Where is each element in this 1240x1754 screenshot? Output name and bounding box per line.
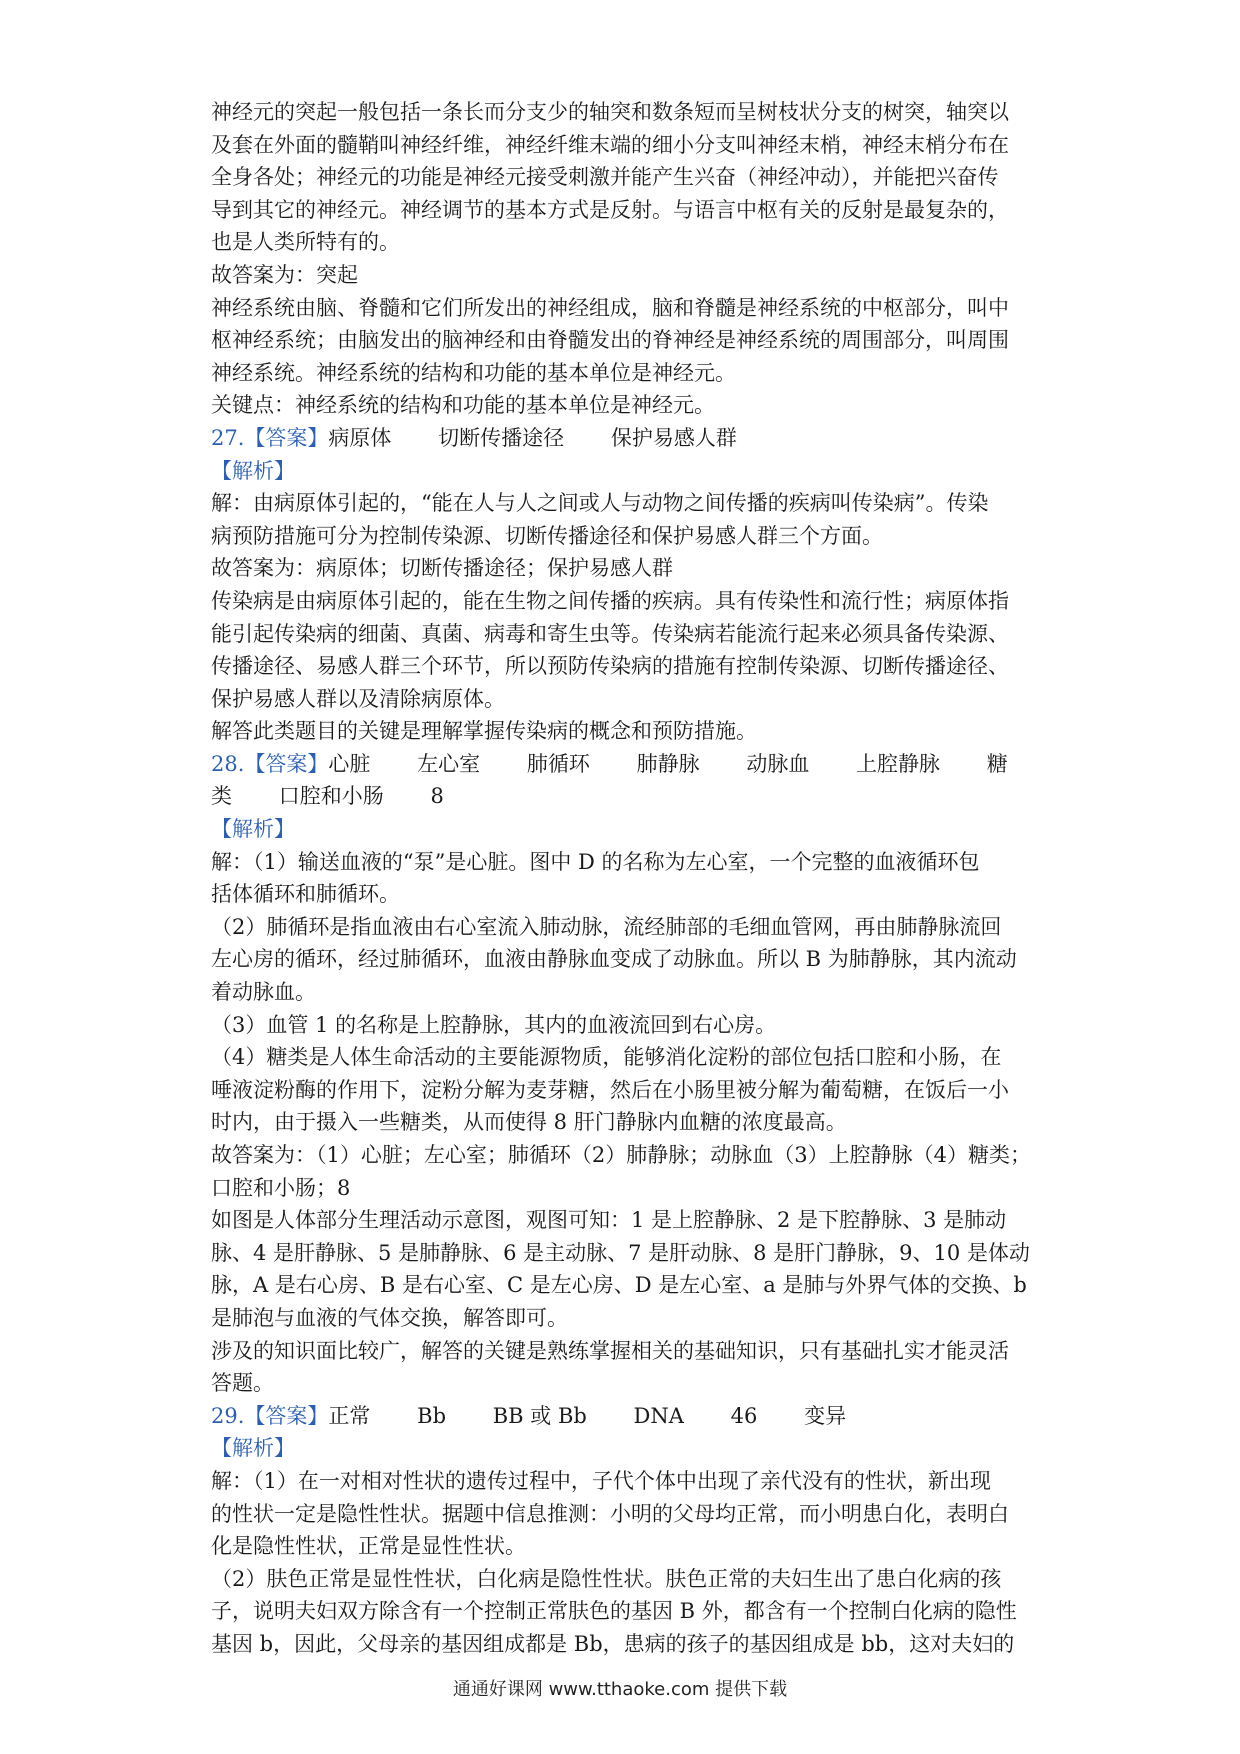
text-line: 关键点：神经系统的结构和功能的基本单位是神经元。 <box>211 393 715 418</box>
text-line: （3）血管 1 的名称是上腔静脉，其内的血液流回到右心房。 <box>211 1012 777 1037</box>
text-line: 化是隐性性状，正常是显性性状。 <box>211 1534 526 1559</box>
analysis-heading <box>211 813 1041 846</box>
text-line: 保护易感人群以及清除病原体。 <box>211 686 505 711</box>
page-footer: 通通好课网 www.tthaoke.com 提供下载 <box>452 1679 788 1700</box>
answer-tag: 【答案】 <box>244 425 329 450</box>
text-line: 时内，由于摄入一些糖类，从而使得 8 肝门静脉内血糖的浓度最高。 <box>211 1110 847 1135</box>
text-line: 口腔和小肠；8 <box>211 1175 351 1200</box>
text-line: 病预防措施可分为控制传染源、切断传播途径和保护易感人群三个方面。 <box>211 523 883 548</box>
text-line: 神经系统由脑、脊髓和它们所发出的神经组成，脑和脊髓是神经系统的中枢部分，叫中 <box>211 295 1009 320</box>
text-line: 全身各处；神经元的功能是神经元接受刺激并能产生兴奋（神经冲动），并能把兴奋传 <box>211 165 999 190</box>
text-line: 是肺泡与血液的气体交换，解答即可。 <box>211 1305 568 1330</box>
text-line: 着动脉血。 <box>211 980 316 1005</box>
text-line: 脉，A 是右心房、B 是右心室、C 是左心房、D 是左心室、a 是肺与外界气体的交换、b <box>211 1273 1027 1298</box>
answer-tag: 【答案】 <box>244 751 329 776</box>
text-line: 答题。 <box>211 1371 274 1396</box>
text-line: 故答案为：病原体；切断传播途径；保护易感人群 <box>211 556 673 581</box>
text-line: 子，说明夫妇双方除含有一个控制正常肤色的基因 B 外，都含有一个控制白化病的隐性 <box>211 1599 1017 1624</box>
text-line: （2）肺循环是指血液由右心室流入肺动脉，流经肺部的毛细血管网，再由肺静脉流回 <box>211 914 1002 939</box>
text-line: 神经元的突起一般包括一条长而分支少的轴突和数条短而呈树枝状分支的树突，轴突以 <box>211 100 1009 124</box>
analysis-heading <box>211 1432 1041 1465</box>
answer-text: 正常 Bb BB 或 Bb DNA 46 变异 <box>328 1403 847 1428</box>
text-line: 神经系统。神经系统的结构和功能的基本单位是神经元。 <box>211 360 736 385</box>
text-line: 解答此类题目的关键是理解掌握传染病的概念和预防措施。 <box>211 719 757 744</box>
text-line: （2）肤色正常是显性性状，白化病是隐性性状。肤色正常的夫妇生出了患白化病的孩 <box>211 1566 1002 1591</box>
analysis-tag: 【解析】 <box>211 817 295 842</box>
answer-text: 心脏 左心室 肺循环 肺静脉 动脉血 上腔静脉 糖 <box>328 751 1008 776</box>
text-line: 左心房的循环，经过肺循环，血液由静脉血变成了动脉血。所以 B 为肺静脉，其内流动 <box>211 947 1017 972</box>
text-line: 能引起传染病的细菌、真菌、病毒和寄生虫等。传染病若能流行起来必须具备传染源、 <box>211 621 1009 646</box>
text-line: 基因 b，因此，父母亲的基因组成都是 Bb，患病的孩子的基因组成是 bb，这对夫妇的 <box>211 1631 1015 1656</box>
text-line: 枢神经系统；由脑发出的脑神经和由脊髓发出的脊神经是神经系统的周围部分，叫周围 <box>211 328 1009 353</box>
text-line: 的性状一定是隐性性状。据题中信息推测：小明的父母均正常，而小明患白化，表明白 <box>211 1501 1009 1526</box>
question-number: 28. <box>211 751 245 776</box>
text-line: 解：由病原体引起的，“能在人与人之间或人与动物之间传播的疾病叫传染病”。传染 <box>211 491 989 516</box>
text-line: 故答案为：突起 <box>211 262 358 287</box>
analysis-tag: 【解析】 <box>211 458 295 483</box>
analysis-tag: 【解析】 <box>211 1436 295 1461</box>
text-line: 涉及的知识面比较广，解答的关键是熟练掌握相关的基础知识，只有基础扎实才能灵活 <box>211 1338 1009 1363</box>
text-line: （4）糖类是人体生命活动的主要能源物质，能够消化淀粉的部位包括口腔和小肠，在 <box>211 1045 1002 1070</box>
answer-line <box>211 748 1041 781</box>
text-line: 也是人类所特有的。 <box>211 230 400 255</box>
text-line: 解：（1）在一对相对性状的遗传过程中，子代个体中出现了亲代没有的性状，新出现 <box>211 1468 991 1493</box>
answer-line <box>211 422 1041 455</box>
text-line: 括体循环和肺循环。 <box>211 882 400 907</box>
text-line: 解：（1）输送血液的“泵”是心脏。图中 D 的名称为左心室，一个完整的血液循环包 <box>211 849 980 874</box>
answer-line <box>211 1400 1041 1433</box>
question-number: 27. <box>211 425 245 450</box>
text-line: 脉、4 是肝静脉、5 是肺静脉、6 是主动脉、7 是肝动脉、8 是肝门静脉，9、10 是体动 <box>211 1240 1030 1265</box>
text-line: 唾液淀粉酶的作用下，淀粉分解为麦芽糖，然后在小肠里被分解为葡萄糖，在饭后一小 <box>211 1077 1009 1102</box>
answer-text: 病原体 切断传播途径 保护易感人群 <box>328 425 737 450</box>
text-line: 传播途径、易感人群三个环节，所以预防传染病的措施有控制传染源、切断传播途径、 <box>211 654 1009 679</box>
text-line: 传染病是由病原体引起的，能在生物之间传播的疾病。具有传染性和流行性；病原体指 <box>211 588 1009 613</box>
text-line: 如图是人体部分生理活动示意图，观图可知：1 是上腔静脉、2 是下腔静脉、3 是肺动 <box>211 1208 1007 1233</box>
text-line: 故答案为：（1）心脏；左心室；肺循环（2）肺静脉；动脉血（3）上腔静脉（4）糖类； <box>211 1143 1031 1167</box>
text-line: 类 口腔和小肠 8 <box>211 784 444 809</box>
text-line: 导到其它的神经元。神经调节的基本方式是反射。与语言中枢有关的反射是最复杂的， <box>211 197 1009 222</box>
document-body <box>211 96 1041 1661</box>
question-number: 29. <box>211 1403 245 1428</box>
analysis-heading <box>211 455 1041 488</box>
text-line: 及套在外面的髓鞘叫神经纤维，神经纤维末端的细小分支叫神经末梢，神经末梢分布在 <box>211 132 1009 157</box>
answer-tag: 【答案】 <box>244 1403 329 1428</box>
